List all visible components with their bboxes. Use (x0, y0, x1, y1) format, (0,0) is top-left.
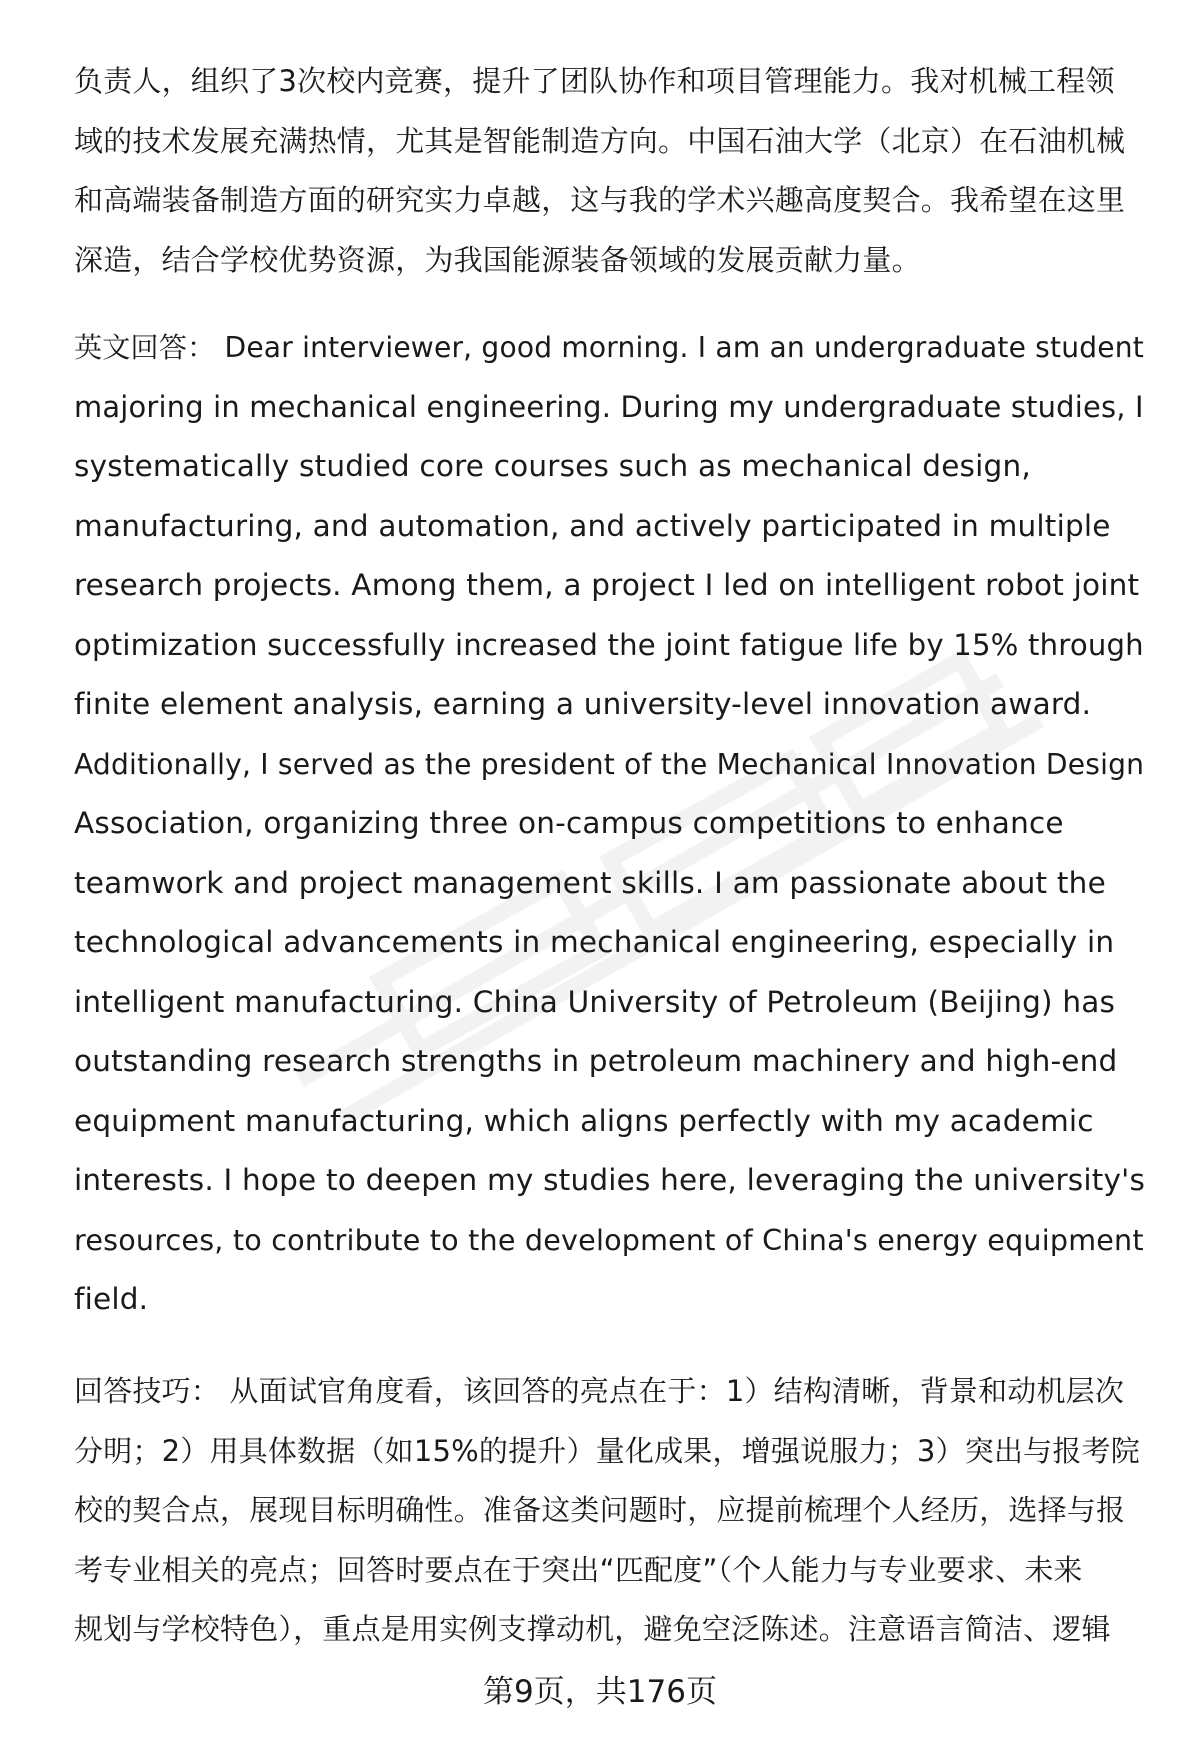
text-line: majoring in mechanical engineering. During my undergraduate studies, I (74, 389, 1144, 424)
text-line: research projects. Among them, a project I led on intelligent robot joint (74, 568, 1140, 602)
text-line: 和高端装备制造方面的研究实力卓越，这与我的学术兴趣高度契合。我希望在这里 (74, 183, 1126, 217)
text-line: 校的契合点，展现目标明确性。准备这类问题时，应提前梳理个人经历，选择与报 (74, 1493, 1126, 1527)
text-line: interests. I hope to deepen my studies here, leveraging the university's (74, 1163, 1146, 1197)
text-line: manufacturing, and automation, and actively participated in multiple (74, 508, 1111, 543)
text-line: field. (74, 1282, 149, 1316)
text-line: resources, to contribute to the development of China's energy equipment (74, 1222, 1144, 1257)
page-number-footer: 第9页，共176页 (483, 1674, 717, 1710)
text-line: finite element analysis, earning a university-level innovation award. (74, 687, 1092, 721)
text-line: optimization successfully increased the joint fatigue life by 15% through (74, 627, 1144, 662)
text-line: 规划与学校特色），重点是用实例支撑动机，避免空泛陈述。注意语言简洁、逻辑 (74, 1612, 1111, 1646)
text-line: 深造，结合学校优势资源，为我国能源装备领域的发展贡献力量。 (74, 242, 921, 277)
text-line: outstanding research strengths in petroleum machinery and high-end (74, 1044, 1118, 1078)
text-line: systematically studied core courses such as mechanical design, (74, 449, 1031, 483)
text-line: Association, organizing three on-campus competitions to enhance (74, 806, 1064, 840)
text-line: 负责人，组织了3次校内竞赛，提升了团队协作和项目管理能力。我对机械工程领 (74, 64, 1115, 98)
paragraph-english-answer (74, 318, 1149, 1330)
text-line: technological advancements in mechanical engineering, especially in (74, 925, 1115, 959)
text-line: teamwork and project management skills. I am passionate about the (74, 865, 1106, 900)
paragraph-answer-tips (74, 1362, 1149, 1660)
text-line: Additionally, I served as the president of the Mechanical Innovation Design (74, 747, 1145, 781)
text-line: intelligent manufacturing. China University of Petroleum (Beijing) has (74, 984, 1116, 1019)
text-line: 域的技术发展充满热情，尤其是智能制造方向。中国石油大学（北京）在石油机械 (74, 123, 1126, 158)
text-line: equipment manufacturing, which aligns perfectly with my academic (74, 1103, 1094, 1138)
text-line: 分明；2）用具体数据（如15%的提升）量化成果，增强说服力；3）突出与报考院 (74, 1433, 1140, 1468)
text-line: 回答技巧： 从面试官角度看，该回答的亮点在于：1）结构清晰，背景和动机层次 (74, 1374, 1125, 1408)
text-line: 英文回答： Dear interviewer, good morning. I am an undergraduate student (74, 331, 1144, 364)
text-line: 考专业相关的亮点；回答时要点在于突出“匹配度”（个人能力与专业要求、未来 (74, 1552, 1083, 1587)
paragraph-intro-continuation (74, 52, 1149, 290)
